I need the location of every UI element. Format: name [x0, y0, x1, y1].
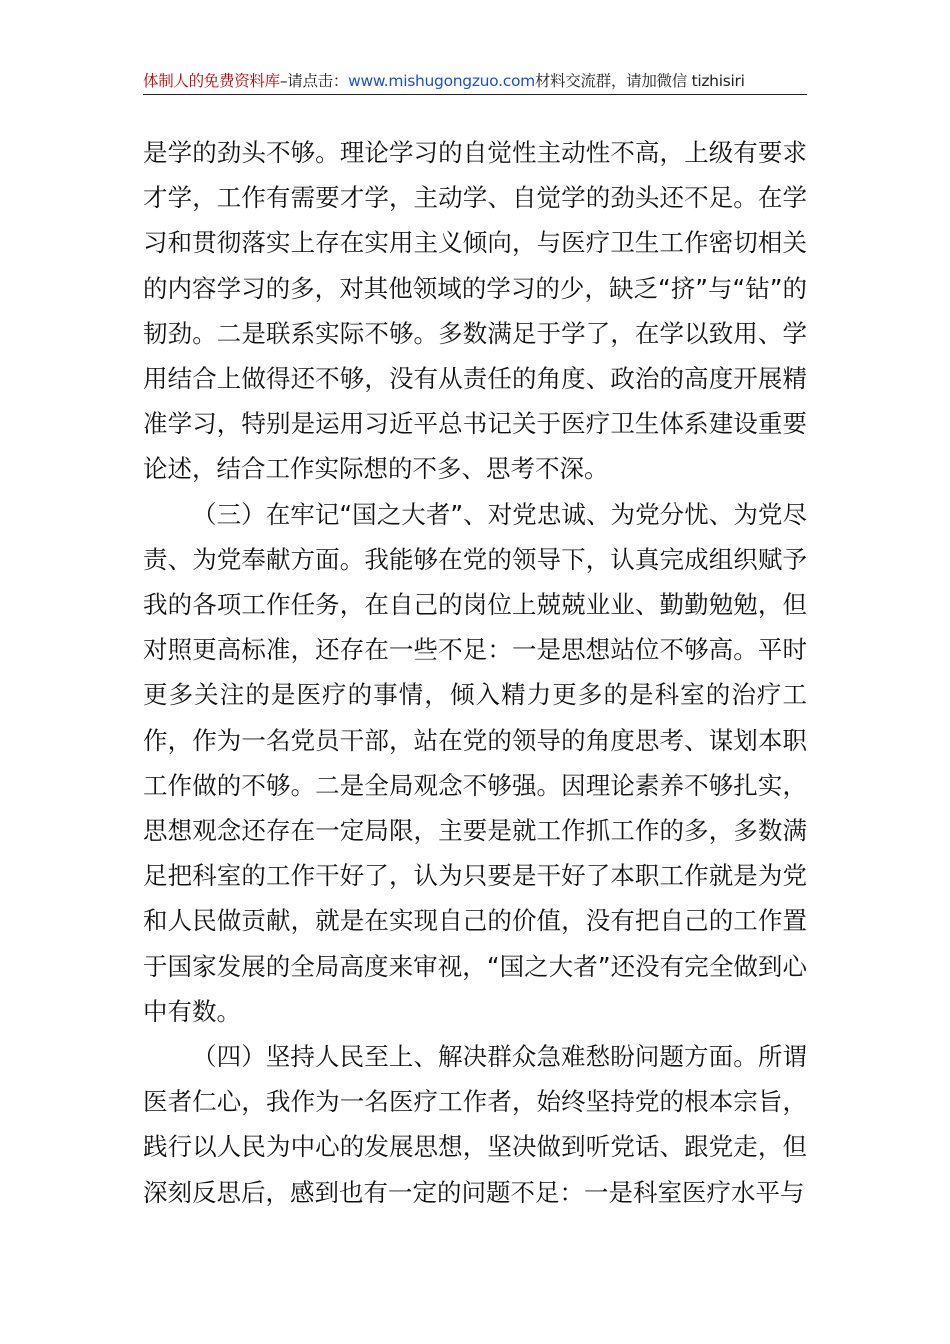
page-header: [143, 68, 807, 95]
document-body: [143, 130, 807, 1215]
header-prompt: –请点击：: [279, 72, 349, 90]
header-brand: 体制人的免费资料库: [143, 72, 280, 90]
paragraph-continued: 是学的劲头不够。理论学习的自觉性主动性不高，上级有要求才学，工作有需要才学，主动学、自觉学的劲头还不足。在学习和贯彻落实上存在实用主义倾向，与医疗卫生工作密切相关的内容学习的多，对其他领域的学习的少，缺乏“挤”与“钻”的韧劲。二是联系实际不够。多数满足于学了，在学以致用、学用结合上做得还不够，没有从责任的角度、政治的高度开展精准学习，特别是运用习近平总书记关于医疗卫生体系建设重要论述，结合工作实际想的不多、思考不深。: [143, 138, 807, 484]
header-url-link[interactable]: www.mishugongzuo.com: [348, 72, 535, 90]
paragraph-section-4: （四）坚持人民至上、解决群众急难愁盼问题方面。所谓医者仁心，我作为一名医疗工作者，始终坚持党的根本宗旨，践行以人民为中心的发展思想，坚决做到听党话、跟党走，但深刻反思后，感到也有一定的问题不足：一是科室医疗水平与: [143, 1042, 807, 1207]
header-note: 材料交流群，请加微信 tizhisiri: [534, 72, 745, 90]
paragraph-section-3: （三）在牢记“国之大者”、对党忠诚、为党分忧、为党尽责、为党奉献方面。我能够在党的领导下，认真完成组织赋予我的各项工作任务，在自己的岗位上兢兢业业、勤勤勉勉，但对照更高标准，还存在一些不足：一是思想站位不够高。平时更多关注的是医疗的事情，倾入精力更多的是科室的治疗工作，作为一名党员干部，站在党的领导的角度思考、谋划本职工作做的不够。二是全局观念不够强。因理论素养不够扎实，思想观念还存在一定局限，主要是就工作抓工作的多，多数满足把科室的工作干好了，认为只要是干好了本职工作就是为党和人民做贡献，就是在实现自己的价值，没有把自己的工作置于国家发展的全局高度来审视，“国之大者”还没有完全做到心中有数。: [143, 499, 807, 1026]
